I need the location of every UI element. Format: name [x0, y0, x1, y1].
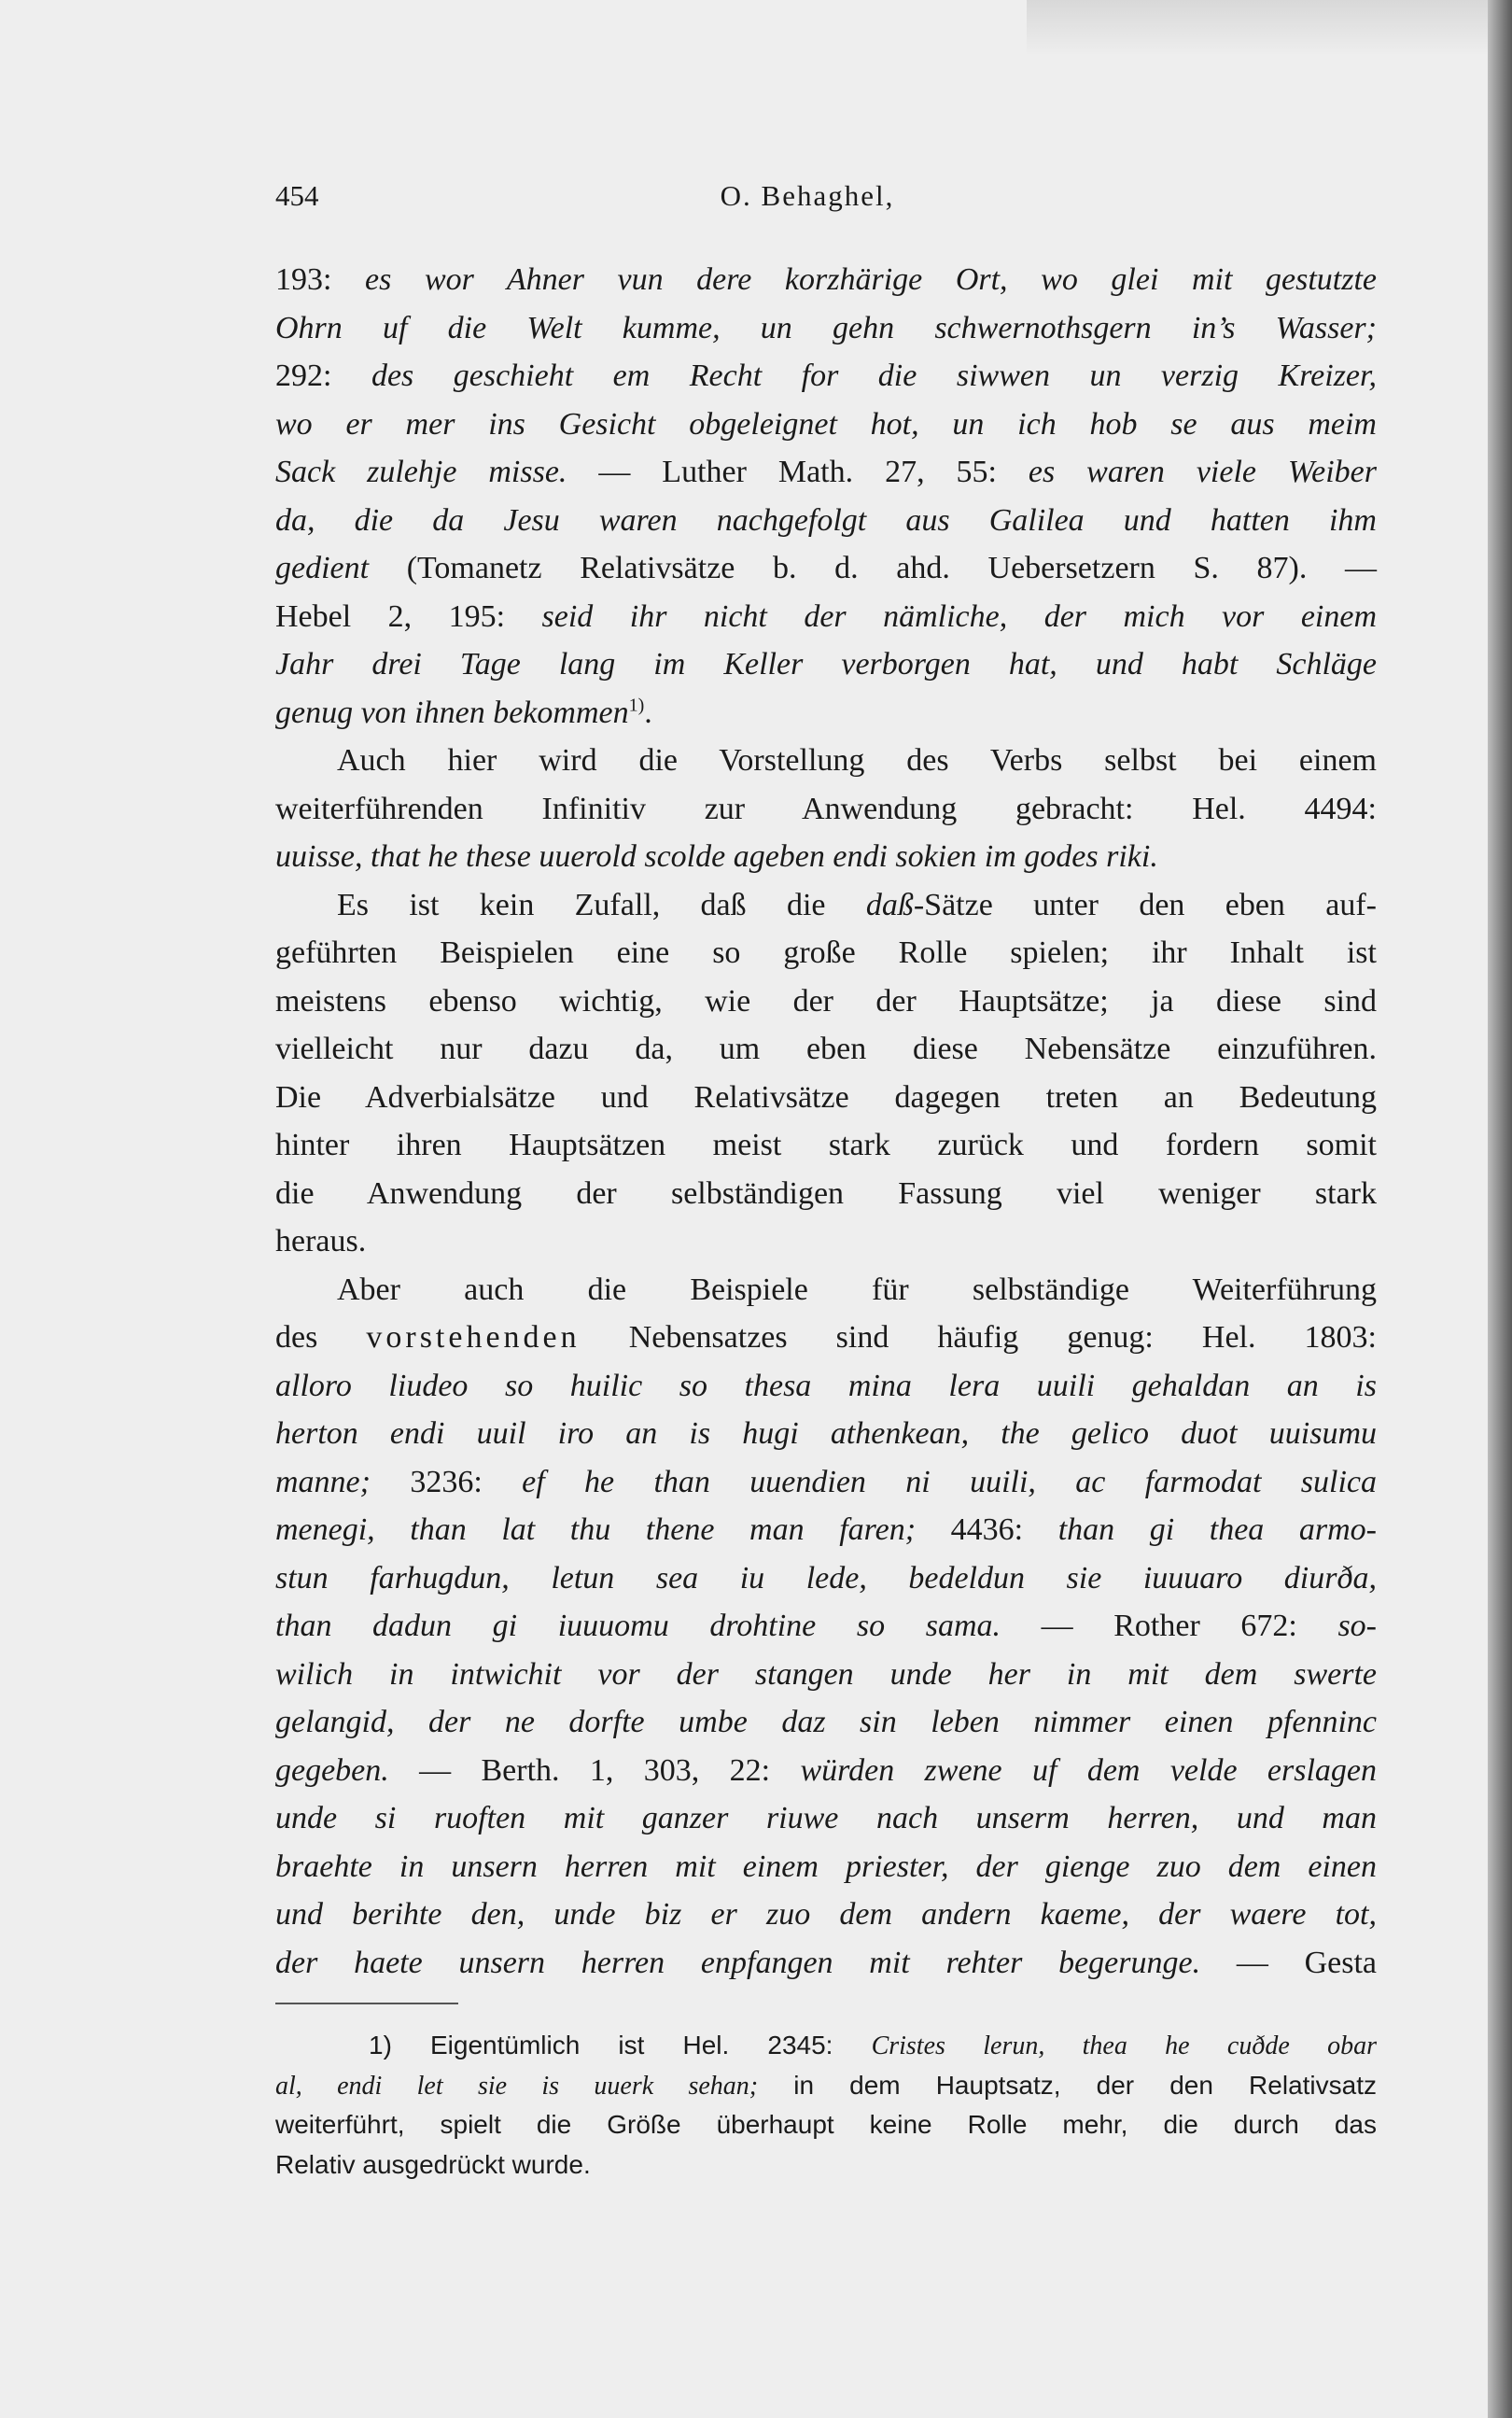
text-line [275, 1410, 1377, 1458]
italic-quote: der haete unsern herren enpfangen mit rehter begerunge. [275, 1945, 1201, 1980]
text-span: 292: [275, 358, 371, 393]
text-line [275, 689, 1377, 738]
italic-quote: Jahr drei Tage lang im Keller verborgen hat, und habt Schläge [275, 647, 1377, 682]
text-span: in dem Hauptsatz, der den Relativsatz [758, 2070, 1377, 2100]
italic-quote: braehte in unsern herren mit einem priester, der gienge zuo dem einen [275, 1849, 1377, 1884]
running-head: O. Behaghel, [720, 179, 895, 212]
italic-quote: würden zwene uf dem velde erslagen [800, 1752, 1378, 1788]
text-line [275, 1939, 1377, 1988]
text-span: meistens ebenso wichtig, wie der der Hauptsätze; ja diese sind [275, 983, 1377, 1019]
text-span: weiterführenden Infinitiv zur Anwendung gebracht: Hel. 4494: [275, 791, 1377, 826]
italic-quote: da, die da Jesu waren nachgefolgt aus Galilea und hatten ihm [275, 502, 1377, 538]
text-line [275, 352, 1377, 401]
italic-quote: uuisse, that he these uuerold scolde ageben endi sokien im godes riki. [275, 839, 1158, 874]
italic-quote: so- [1337, 1609, 1377, 1643]
text-line [275, 1747, 1377, 1795]
text-line [275, 737, 1377, 785]
text-span: 193: [275, 262, 366, 297]
italic-quote: alloro liudeo so huilic so thesa mina lera uuili gehaldan an is [275, 1368, 1377, 1403]
italic-quote: daß [865, 887, 914, 922]
text-line [275, 1314, 1377, 1362]
italic-quote: than dadun gi iuuuomu drohtine so sama. [275, 1609, 1001, 1643]
footnote-marker: 1) [628, 695, 645, 716]
text-span: Relativ ausgedrückt wurde. [275, 2149, 591, 2179]
text-line [275, 1506, 1377, 1554]
text-span: hinter ihren Hauptsätzen meist stark zurück und fordern somit [275, 1128, 1377, 1162]
text-line [275, 1554, 1377, 1603]
page-number: 454 [275, 179, 319, 212]
footnotes [275, 2026, 1377, 2185]
text-span: Die Adverbialsätze und Relativsätze dagegen treten an Bedeutung [275, 1079, 1377, 1115]
italic-quote: gedient [275, 551, 370, 585]
italic-quote: than gi thea armo- [1057, 1512, 1378, 1547]
italic-quote: es wor Ahner vun dere korzhärige Ort, wo glei mit gestutzte [365, 262, 1377, 297]
scan-shading [1027, 0, 1512, 56]
text-line [275, 640, 1377, 689]
text-span: vielleicht nur dazu da, um eben diese Nebensätze einzuführen. [275, 1032, 1377, 1066]
text-span: die Anwendung der selbständigen Fassung viel weniger stark [275, 1175, 1377, 1211]
text-line [275, 1698, 1377, 1747]
text-line [275, 977, 1377, 1026]
italic-quote: menegi, than lat thu thene man faren; [275, 1512, 917, 1547]
italic-quote: unde si ruoften mit ganzer riuwe nach unserm herren, und man [275, 1801, 1377, 1835]
text-span: . [644, 695, 652, 730]
text-line [275, 1025, 1377, 1074]
italic-quote: genug von ihnen bekommen [275, 695, 629, 730]
text-span: vorstehenden [366, 1320, 581, 1355]
text-span: 1) Eigentümlich ist Hel. 2345: [369, 2031, 872, 2060]
italic-quote: Ohrn uf die Welt kumme, un gehn schwernothsgern in’s Wasser; [275, 310, 1377, 345]
text-span: Nebensatzes sind häufig genug: Hel. 1803: [580, 1320, 1377, 1355]
footnote-line [275, 2066, 1377, 2106]
text-line [275, 929, 1377, 977]
text-line [275, 1266, 1377, 1314]
text-span: — Luther Math. 27, 55: [567, 455, 1029, 489]
body-text [275, 256, 1377, 1987]
text-line [275, 497, 1377, 545]
text-line [275, 881, 1377, 930]
italic-quote: manne; [275, 1464, 371, 1499]
italic-quote: es waren viele Weiber [1028, 455, 1377, 489]
footnote-rule [275, 2003, 458, 2004]
text-span: weiterführt, spielt die Größe überhaupt keine Rolle mehr, die durch das [275, 2110, 1377, 2139]
footnote-line [275, 2026, 1377, 2066]
text-line [275, 1843, 1377, 1891]
text-line [275, 1217, 1377, 1266]
italic-quote: al, endi let sie is uuerk sehan; [275, 2071, 759, 2101]
text-line [275, 1794, 1377, 1843]
text-span: des [275, 1320, 367, 1355]
text-span: Aber auch die Beispiele für selbständige Weiterführung [337, 1272, 1377, 1307]
text-span: Es ist kein Zufall, daß die [337, 887, 866, 922]
italic-quote: Cristes lerun, thea he cuðde obar [871, 2031, 1377, 2060]
text-line [275, 1170, 1377, 1218]
footnote-line [275, 2105, 1377, 2145]
text-line [275, 256, 1377, 304]
text-span: heraus. [275, 1224, 367, 1258]
text-span: 3236: [370, 1464, 523, 1499]
text-span: 4436: [916, 1512, 1058, 1547]
italic-quote: ef he than uuendien ni uuili, ac farmodat sulica [522, 1464, 1377, 1499]
text-line [275, 1891, 1377, 1939]
text-line [275, 1651, 1377, 1699]
text-span: Auch hier wird die Vorstellung des Verbs selbst bei einem [337, 743, 1377, 778]
text-line [275, 785, 1377, 834]
text-span: — Rother 672: [1001, 1609, 1338, 1643]
text-line [275, 304, 1377, 353]
text-line [275, 544, 1377, 593]
italic-quote: und berihte den, unde biz er zuo dem andern kaeme, der waere tot, [275, 1897, 1377, 1932]
text-span: -Sätze unter den eben auf- [913, 887, 1377, 922]
italic-quote: wilich in intwichit vor der stangen unde her in mit dem swerte [275, 1656, 1377, 1692]
italic-quote: wo er mer ins Gesicht obgeleignet hot, un ich hob se aus meim [275, 406, 1377, 442]
text-line [275, 593, 1377, 641]
text-line [275, 401, 1377, 449]
italic-quote: des geschieht em Recht for die siwwen un verzig Kreizer, [371, 358, 1377, 393]
text-line [275, 1074, 1377, 1122]
italic-quote: stun farhugdun, letun sea iu lede, bedeldun sie iuuuaro diurða, [275, 1560, 1377, 1596]
text-span: (Tomanetz Relativsätze b. d. ahd. Uebersetzern S. 87). — [369, 551, 1377, 585]
italic-quote: gelangid, der ne dorfte umbe daz sin leben nimmer einen pfenninc [275, 1705, 1377, 1739]
text-line [275, 833, 1377, 881]
italic-quote: seid ihr nicht der nämliche, der mich vor einem [541, 598, 1377, 634]
footnote-line [275, 2145, 1377, 2186]
page-header [275, 179, 1377, 220]
text-line [275, 448, 1377, 497]
text-line [275, 1362, 1377, 1411]
italic-quote: herton endi uuil iro an is hugi athenkean, the gelico duot uuisumu [275, 1416, 1377, 1451]
text-line [275, 1121, 1377, 1170]
italic-quote: Sack zulehje misse. [275, 455, 567, 489]
text-line [275, 1458, 1377, 1507]
italic-quote: gegeben. [275, 1752, 389, 1788]
text-span: — Berth. 1, 303, 22: [388, 1752, 801, 1788]
scan-page-edge [1488, 0, 1512, 2418]
text-span: geführten Beispielen eine so große Rolle spielen; ihr Inhalt ist [275, 935, 1377, 970]
text-span: Hebel 2, 195: [275, 598, 542, 634]
text-line [275, 1602, 1377, 1651]
text-span: — Gesta [1200, 1945, 1377, 1980]
